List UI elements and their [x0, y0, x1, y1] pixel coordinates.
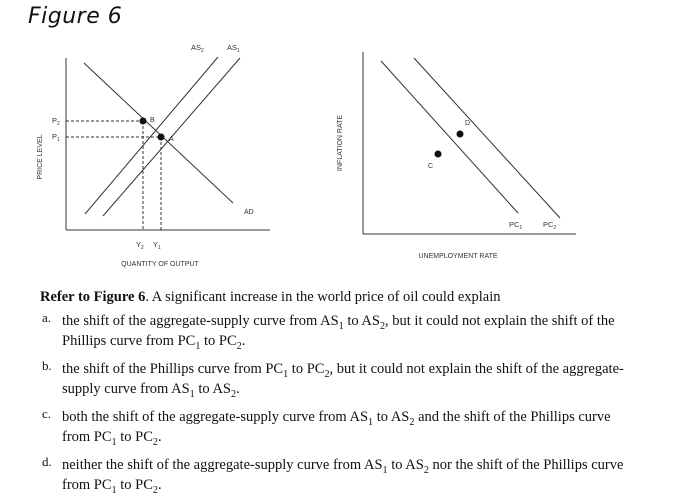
pc1-label: $PC_1$ — [509, 220, 523, 231]
question-stem-figure-ref: Refer to Figure 6 — [40, 289, 146, 305]
point-d-label: D — [465, 120, 471, 127]
option-text: both the shift of the aggregate-supply curve from $AS_1$ to $AS_2$ and the shift of the Phillips curve from $PC_1$ to $PC_2$. — [62, 409, 611, 448]
question-stem-text: . A significant increase in the world price of oil could explain — [145, 289, 501, 305]
figure-heading: Figure 6 — [28, 4, 123, 29]
as2-curve — [85, 57, 218, 214]
right-graph — [337, 52, 576, 260]
y1-label: $Y_1$ — [153, 240, 161, 251]
pc2-curve — [414, 58, 560, 218]
left-y-axis-label: PRICE LEVEL — [37, 134, 44, 180]
option-text: the shift of the Phillips curve from $PC_1$ to $PC_2$, but it could not explain the shift of the aggregate-supply curve from $AS_1$ to $AS_2$. — [62, 361, 624, 400]
right-y-axis-label: INFLATION RATE — [337, 114, 344, 172]
answer-option-c[interactable] — [38, 407, 638, 447]
y2-label: $Y_2$ — [136, 240, 144, 251]
point-a-dot — [158, 134, 165, 141]
answer-option-d[interactable] — [38, 455, 638, 495]
point-c-dot — [435, 151, 442, 158]
answer-options — [38, 311, 638, 495]
p2-label: $P_2$ — [52, 116, 60, 127]
option-text: neither the shift of the aggregate-supply curve from $AS_1$ to $AS_2$ nor the shift of the Phillips curve from $PC_1$ to $PC_2$. — [62, 457, 624, 496]
ad-label: AD — [244, 209, 254, 216]
as2-label: $AS_2$ — [191, 43, 204, 54]
pc1-curve — [381, 61, 518, 213]
option-text: the shift of the aggregate-supply curve from $AS_1$ to $AS_2$, but it could not explain the shift of the Phillips curve from $PC_1$ to $PC_2$. — [62, 313, 615, 352]
p1-label: $P_1$ — [52, 132, 60, 143]
point-d-dot — [457, 131, 464, 138]
ad-curve — [84, 63, 233, 203]
left-graph — [37, 43, 270, 268]
answer-option-a[interactable] — [38, 311, 638, 351]
point-b-dot — [140, 118, 147, 125]
question-stem — [40, 287, 638, 307]
question-block — [38, 287, 638, 503]
option-letter: c. — [42, 406, 52, 421]
option-letter: d. — [42, 454, 52, 469]
answer-option-b[interactable] — [38, 359, 638, 399]
option-letter: a. — [42, 310, 52, 325]
point-c-label: C — [428, 163, 434, 170]
option-letter: b. — [42, 358, 52, 373]
pc2-label: $PC_2$ — [543, 220, 557, 231]
point-b-label: B — [150, 117, 155, 124]
left-x-axis-label: QUANTITY OF OUTPUT — [121, 261, 199, 268]
right-x-axis-label: UNEMPLOYMENT RATE — [418, 253, 498, 260]
point-a-label: A — [169, 136, 174, 143]
as1-label: $AS_1$ — [227, 43, 240, 54]
